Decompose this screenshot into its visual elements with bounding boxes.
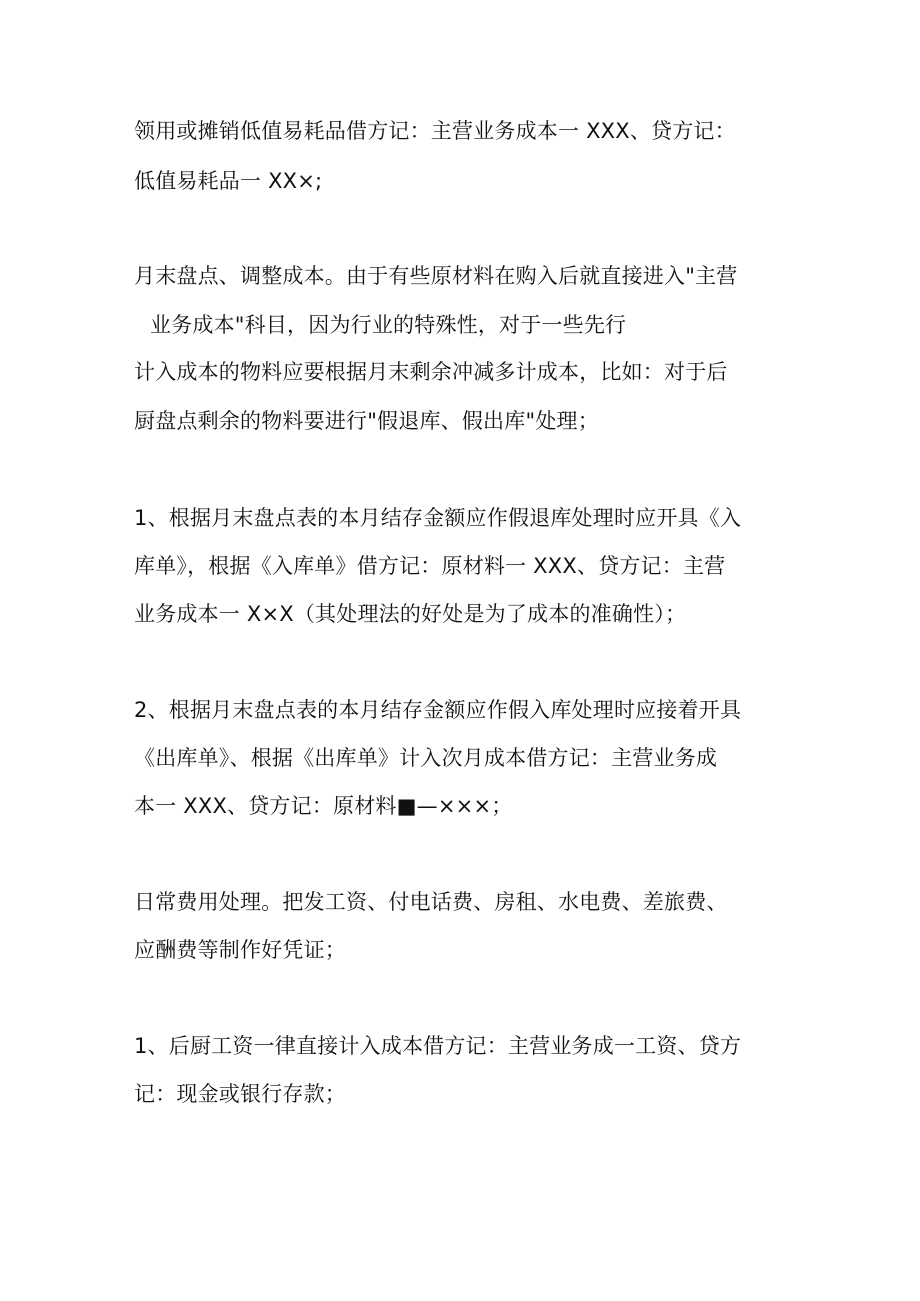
paragraph-5-line-2: 应酬费等制作好凭证； [134,938,346,962]
paragraph-3-line-3: 业务成本一 X×X（其处理法的好处是为了成本的准确性）； [134,602,687,626]
paragraph-5-line-1: 日常费用处理。把发工资、付电话费、房租、水电费、差旅费、 [134,890,728,914]
paragraph-4-line-1: 2、根据月末盘点表的本月结存金额应作假入库处理时应接着开具 [134,698,742,722]
paragraph-2-line-2: 业务成本"科目，因为行业的特殊性，对于一些先行 [150,313,627,337]
paragraph-2-line-4: 厨盘点剩余的物料要进行"假退库、假出库"处理； [134,409,599,433]
paragraph-1-line-1: 领用或摊销低值易耗品借方记：主营业务成本一 XXX、贷方记： [134,119,736,143]
paragraph-6-line-1: 1、后厨工资一律直接计入成本借方记：主营业务成一工资、贷方 [134,1034,742,1058]
paragraph-2-line-1: 月末盘点、调整成本。由于有些原材料在购入后就直接进入"主营 [134,264,738,288]
paragraph-3-line-2: 库单》，根据《入库单》借方记：原材料一 XXX、贷方记：主营 [134,554,726,578]
paragraph-2-line-3: 计入成本的物料应要根据月末剩余冲减多计成本，比如：对于后 [134,360,728,384]
paragraph-3-line-1: 1、根据月末盘点表的本月结存金额应作假退库处理时应开具《入 [134,506,742,530]
paragraph-4-line-3: 本一 XXX、贷方记：原材料■—×××； [134,794,513,818]
paragraph-4-line-2: 《出库单》、根据《出库单》计入次月成本借方记：主营业务成 [134,746,718,770]
paragraph-1-line-2: 低值易耗品一 XX×; [134,169,323,193]
paragraph-6-line-2: 记：现金或银行存款； [134,1082,346,1106]
